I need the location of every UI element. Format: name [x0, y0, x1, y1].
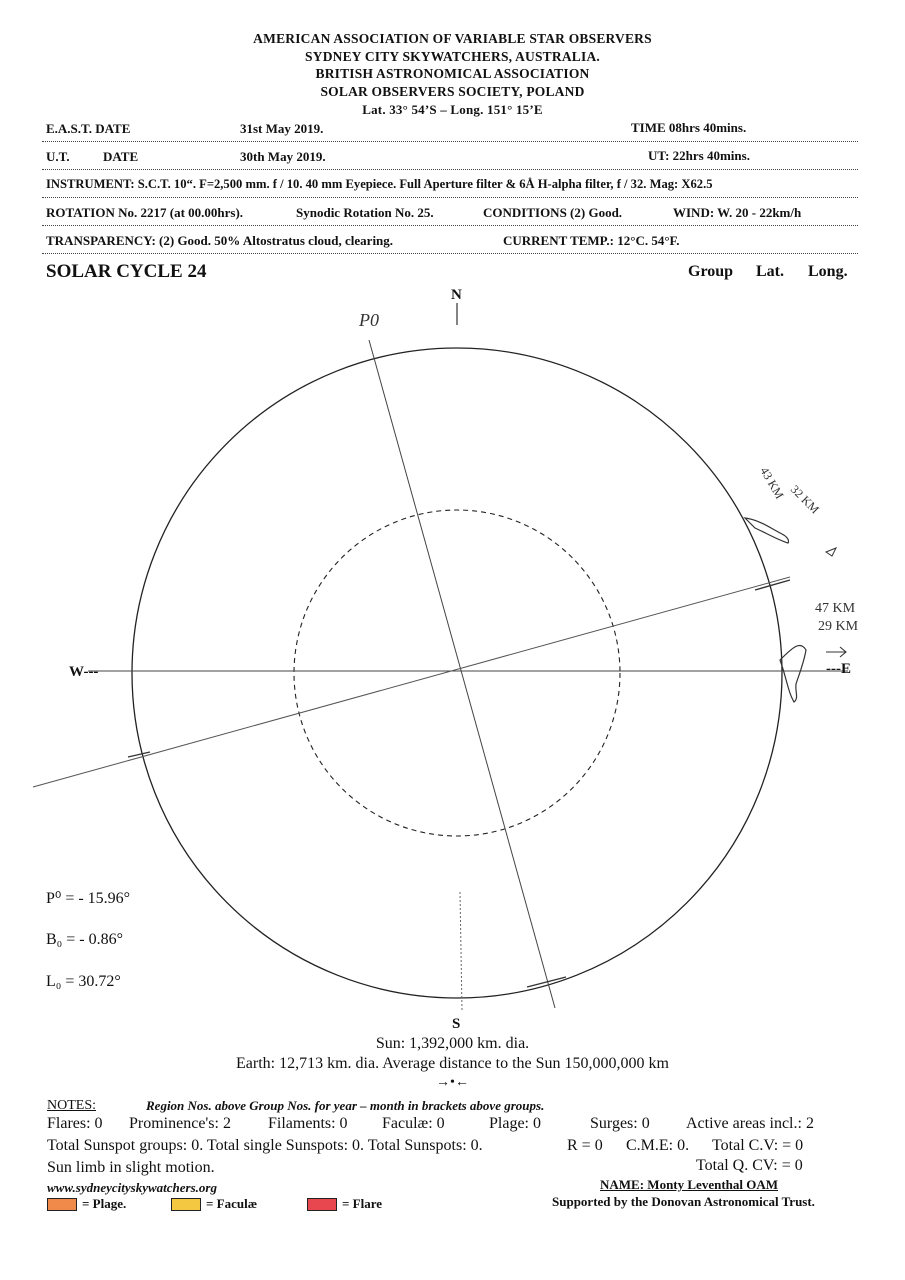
handwritten-note-a2: 32 KM	[787, 482, 823, 517]
support-note: Supported by the Donovan Astronomical Trust.	[552, 1194, 815, 1209]
handwritten-note-a1: 43 KM	[757, 464, 787, 502]
conditions: CONDITIONS (2) Good.	[483, 205, 623, 220]
flares-count: Flares: 0	[47, 1115, 103, 1132]
l0-value: L₀ = 30.72°	[46, 973, 121, 990]
prominences-count: Prominence's: 2	[129, 1115, 231, 1132]
surges-count: Surges: 0	[590, 1115, 650, 1132]
region-note: Region Nos. above Group Nos. for year – month in brackets above groups.	[146, 1098, 545, 1113]
rotation: ROTATION No. 2217 (at 00.00hrs).	[46, 205, 244, 220]
col-group: Group	[688, 263, 734, 280]
total-q-cv: Total Q. CV: = 0	[696, 1157, 803, 1174]
flare-legend: = Flare	[342, 1196, 383, 1211]
east-label: ---E	[826, 661, 851, 677]
synodic-rotation: Synodic Rotation No. 25.	[296, 205, 434, 220]
prominence-arrow	[826, 548, 836, 556]
west-label: W---	[69, 664, 99, 680]
ut-date-label: DATE	[103, 149, 139, 164]
observer-name: NAME: Monty Leventhal OAM	[600, 1177, 779, 1192]
wind: WIND: W. 20 - 22km/h	[673, 205, 802, 220]
inner-dashed-circle	[294, 510, 620, 836]
header-sydney: SYDNEY CITY SKYWATCHERS, AUSTRALIA.	[305, 49, 600, 64]
prominence-lower	[780, 645, 806, 702]
equator-tick-west	[128, 752, 150, 757]
earth-diameter: Earth: 12,713 km. dia. Average distance to the Sun 150,000,000 km	[236, 1055, 669, 1072]
handwritten-note-b1: 47 KM	[815, 601, 856, 616]
p0-axis-line	[369, 340, 555, 1008]
local-time: TIME 08hrs 40mins.	[631, 120, 747, 135]
ut-date: 30th May 2019.	[240, 149, 326, 164]
col-lat: Lat.	[756, 263, 784, 280]
header-aavso: AMERICAN ASSOCIATION OF VARIABLE STAR OBSERVERS	[253, 31, 652, 46]
total-cv: Total C.V: = 0	[712, 1137, 804, 1154]
solar-cycle-title: SOLAR CYCLE 24	[46, 261, 207, 282]
filaments-count: Filaments: 0	[268, 1115, 348, 1132]
limb-arrow-east	[826, 647, 846, 657]
col-long: Long.	[808, 263, 848, 280]
south-label: S	[452, 1016, 461, 1032]
prominence-upper	[745, 518, 789, 543]
p0-handwritten-label: P0	[359, 310, 379, 330]
solar-disc-outline	[132, 348, 782, 998]
current-temp: CURRENT TEMP.: 12°C. 54°F.	[503, 233, 680, 248]
plage-swatch	[47, 1198, 77, 1211]
b0-value: B₀ = - 0.86°	[46, 931, 123, 948]
header-poland: SOLAR OBSERVERS SOCIETY, POLAND	[320, 84, 585, 99]
faculae-swatch	[171, 1198, 201, 1211]
ut-label: U.T.	[46, 149, 70, 164]
header-location: Lat. 33° 54’S – Long. 151° 15’E	[362, 102, 543, 117]
cme-count: C.M.E: 0.	[626, 1137, 690, 1154]
limb-note: Sun limb in slight motion.	[47, 1159, 215, 1176]
p0-value: P⁰ = - 15.96°	[46, 890, 131, 907]
notes-label: NOTES:	[47, 1098, 96, 1113]
solar-equator-line	[33, 577, 790, 787]
faculae-legend: = Faculæ	[206, 1196, 258, 1211]
r-value: R = 0	[567, 1137, 603, 1154]
ut-time: UT: 22hrs 40mins.	[648, 148, 750, 163]
transparency: TRANSPARENCY: (2) Good. 50% Altostratus cloud, clearing.	[46, 233, 394, 248]
east-date-label: E.A.S.T. DATE	[46, 121, 131, 136]
north-label: N	[451, 287, 462, 303]
plage-legend: = Plage.	[82, 1196, 127, 1211]
plage-count: Plage: 0	[489, 1115, 541, 1132]
distance-arrows: →•←	[436, 1075, 469, 1090]
website-link[interactable]: www.sydneycityskywatchers.org	[47, 1180, 217, 1195]
sunspot-totals: Total Sunspot groups: 0. Total single Sunspots: 0. Total Sunspots: 0.	[47, 1137, 483, 1154]
sun-diameter: Sun: 1,392,000 km. dia.	[375, 1035, 530, 1052]
faculae-count: Faculæ: 0	[382, 1115, 445, 1132]
south-axis-tick	[460, 892, 462, 1010]
header-baa: BRITISH ASTRONOMICAL ASSOCIATION	[315, 66, 590, 81]
active-areas: Active areas incl.: 2	[686, 1115, 814, 1132]
flare-swatch	[307, 1198, 337, 1211]
instrument: INSTRUMENT: S.C.T. 10“. F=2,500 mm. f / 10. 40 mm Eyepiece. Full Aperture filter & 6Å H-alpha filter, f / 32. Mag: X62.5	[46, 177, 713, 191]
handwritten-note-b2: 29 KM	[818, 619, 859, 634]
east-date: 31st May 2019.	[240, 121, 324, 136]
